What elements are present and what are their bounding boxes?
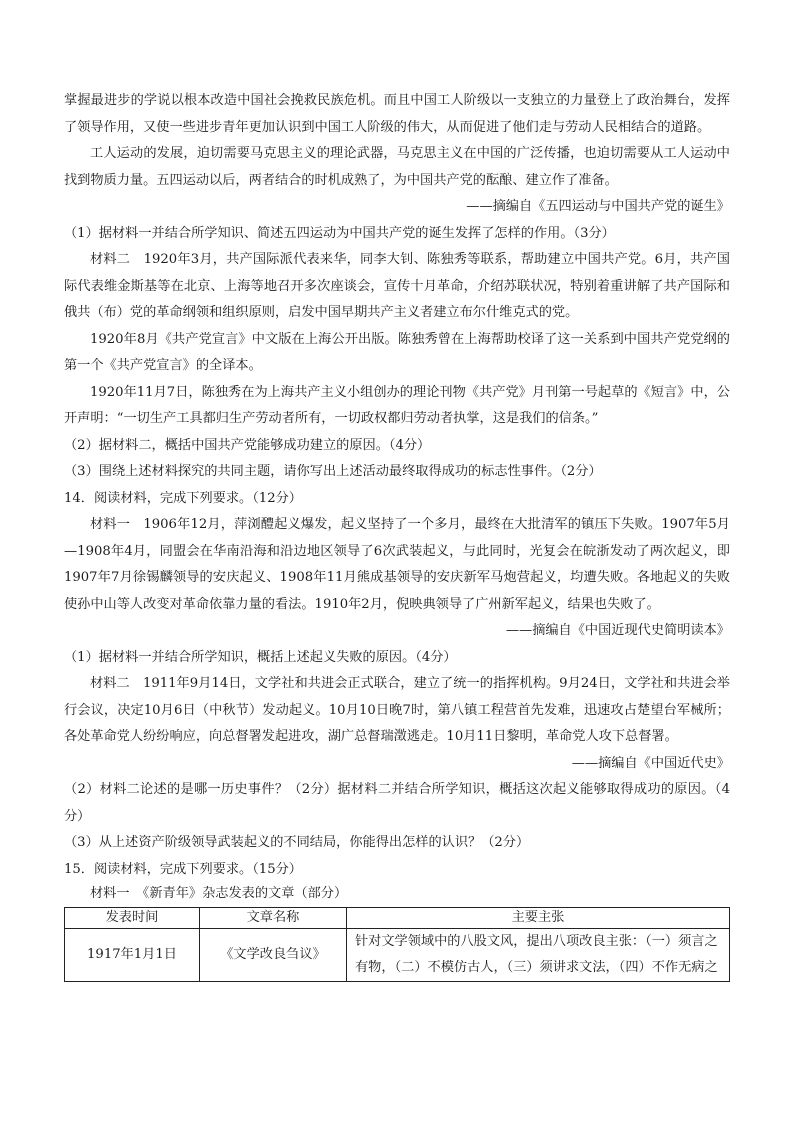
question-14-heading: 14．阅读材料，完成下列要求。（12分） bbox=[64, 490, 302, 506]
q14-material-2: 材料二 1911年9月14日，文学社和共进会正式联合，建立了统一的指挥机构。9月24日，文学社和共进会举行会议，决定10月6日（中秋节）发动起义。10月10日晚7时，第八镇工程营首先发难，迅速攻占楚望台军械所；各处革命党人纷纷响应，向总督署发起进攻，湖广总督瑞澂逃走。10月11日黎明，革命党人攻下总督署。 bbox=[64, 676, 730, 744]
question-14-2: （2）材料二论述的是哪一历史事件？（2分）据材料二并结合所学知识，概括这次起义能够取得成功的原因。（4分） bbox=[64, 782, 730, 824]
material-source: ——摘编自《五四运动与中国共产党的诞生》 bbox=[466, 199, 730, 214]
exam-page bbox=[64, 88, 730, 982]
header-title: 文章名称 bbox=[200, 908, 347, 929]
cell-time: 1917年1月1日 bbox=[65, 929, 200, 982]
table-header-row bbox=[65, 908, 730, 929]
question-15-heading: 15．阅读材料，完成下列要求。（15分） bbox=[64, 861, 302, 877]
material-paragraph: 掌握最进步的学说以根本改造中国社会挽救民族危机。而且中国工人阶级以一支独立的力量登上了政治舞台，发挥了领导作用，又使一些进步青年更加认识到中国工人阶级的伟大，从而促进了他们走与劳动人民相结合的道路。 bbox=[64, 93, 730, 135]
material-paragraph: 工人运动的发展，迫切需要马克思主义的理论武器，马克思主义在中国的广泛传播，也迫切需要从工人运动中找到物质力量。五四运动以后，两者结合的时机成熟了，为中国共产党的酝酿、建立作了准备。 bbox=[64, 146, 730, 188]
table-row bbox=[65, 929, 730, 982]
q14-material-1-source: ——摘编自《中国近现代史简明读本》 bbox=[505, 623, 730, 638]
question-13-1: （1）据材料一并结合所学知识、简述五四运动为中国共产党的诞生发挥了怎样的作用。（3分） bbox=[64, 225, 615, 241]
q15-material-1-label: 材料一 《新青年》杂志发表的文章（部分） bbox=[90, 886, 348, 901]
cell-claim: 针对文学领域中的八股文风，提出八项改良主张：（一）须言之有物，（二）不模仿古人，（三）须讲求文法，（四）不作无病之 bbox=[347, 929, 730, 982]
question-13-3: （3）围绕上述材料探究的共同主题，请你写出上述活动最终取得成功的标志性事件。（2分） bbox=[64, 464, 602, 479]
question-14-3: （3）从上述资产阶级领导武装起义的不同结局，你能得出怎样的认识？（2分） bbox=[64, 835, 530, 850]
question-13-2: （2）据材料二，概括中国共产党能够成功建立的原因。（4分） bbox=[64, 437, 431, 453]
material-2-paragraph: 1920年8月《共产党宣言》中文版在上海公开出版。陈独秀曾在上海帮助校译了这一关系到中国共产党党纲的第一个《共产党宣言》的全译本。 bbox=[64, 331, 730, 373]
new-youth-articles-table bbox=[64, 907, 730, 982]
material-2-paragraph: 材料二 1920年3月，共产国际派代表来华，同李大钊、陈独秀等联系，帮助建立中国共产党。6月，共产国际代表维金斯基等在北京、上海等地召开多次座谈会，宣传十月革命，介绍苏联状况，特别着重讲解了共产国际和俄共（布）党的革命纲领和组织原则，启发中国早期共产主义者建立布尔什维克式的党。 bbox=[64, 252, 730, 320]
q14-material-1: 材料一 1906年12月，萍浏醴起义爆发，起义坚持了一个多月，最终在大批清军的镇压下失败。1907年5月—1908年4月，同盟会在华南沿海和沿边地区领导了6次武装起义，与此同时，光复会在皖浙发动了两次起义，即1907年7月徐锡麟领导的安庆起义、1908年11月熊成基领导的安庆新军马炮营起义，均遭失败。各地起义的失败使孙中山等人改变对革命依靠力量的看法。1910年2月，倪映典领导了广州新军起义，结果也失败了。 bbox=[64, 517, 730, 612]
question-14-1: （1）据材料一并结合所学知识，概括上述起义失败的原因。（4分） bbox=[64, 649, 457, 665]
cell-title: 《文学改良刍议》 bbox=[200, 929, 347, 982]
header-claim: 主要主张 bbox=[347, 908, 730, 929]
material-2-paragraph: 1920年11月7日，陈独秀在为上海共产主义小组创办的理论刊物《共产党》月刊第一号起草的《短言》中，公开声明：“一切生产工具都归生产劳动者所有，一切政权都归劳动者执掌，这是我们的信条。” bbox=[64, 384, 730, 426]
q14-material-2-source: ——摘编自《中国近代史》 bbox=[571, 755, 730, 771]
header-time: 发表时间 bbox=[65, 908, 200, 929]
